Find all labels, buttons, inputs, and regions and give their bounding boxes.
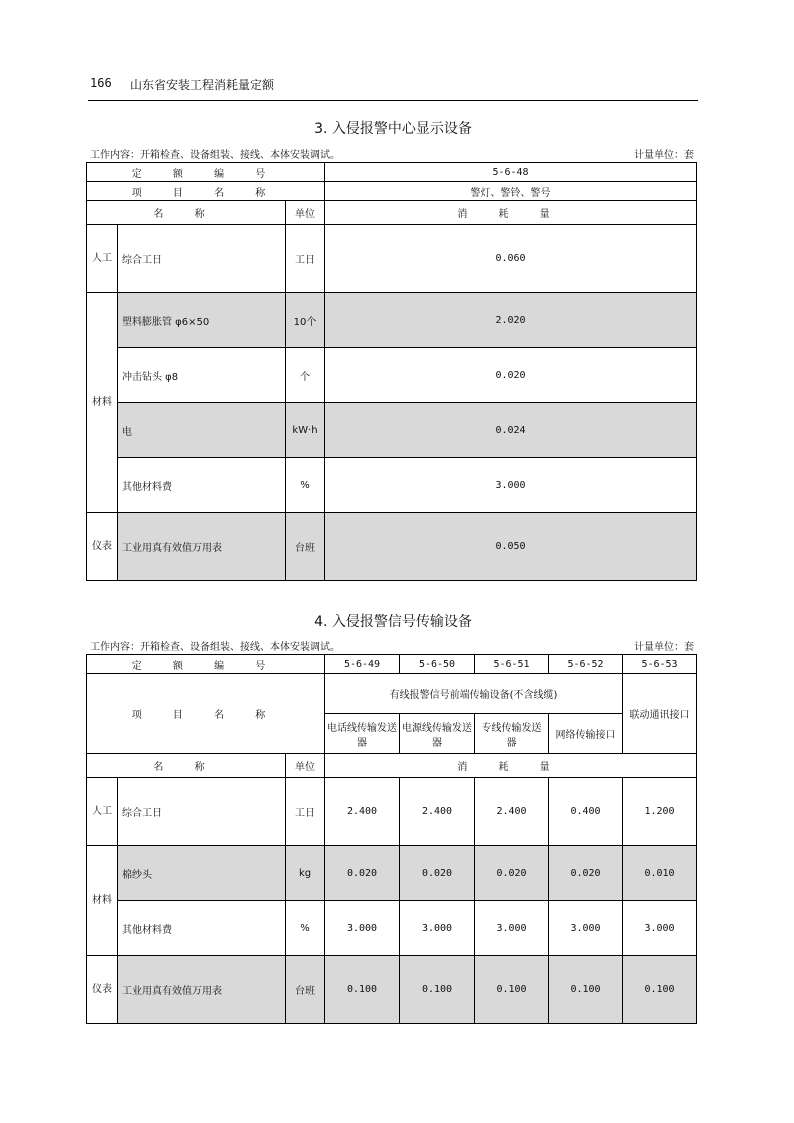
section3-title: 3. 入侵报警中心显示设备 xyxy=(314,121,472,137)
name-header: 名 称 xyxy=(87,754,286,778)
material-unit: 个 xyxy=(286,348,325,403)
group-header: 有线报警信号前端传输设备(不含线缆) xyxy=(325,674,623,714)
instrument-category: 仪表 xyxy=(87,956,118,1024)
section3-meta xyxy=(88,146,698,160)
unit-header: 单位 xyxy=(286,201,325,225)
material-value: 0.020 xyxy=(325,846,400,901)
material-category: 材料 xyxy=(87,846,118,956)
page-number: 166 xyxy=(90,76,112,90)
material-name: 塑料膨胀管 φ6×50 xyxy=(118,293,286,348)
labor-value: 1.200 xyxy=(623,778,697,846)
material-value: 0.020 xyxy=(475,846,549,901)
item-name: 电源线传输发送器 xyxy=(400,714,475,754)
material-value: 0.020 xyxy=(325,348,697,403)
instrument-unit: 台班 xyxy=(286,513,325,581)
material-name: 电 xyxy=(118,403,286,458)
labor-value: 0.400 xyxy=(549,778,623,846)
material-name: 其他材料费 xyxy=(118,901,286,956)
material-unit: % xyxy=(286,458,325,513)
quota-label: 定 额 编 号 xyxy=(87,163,325,182)
material-name: 其他材料费 xyxy=(118,458,286,513)
labor-name: 综合工日 xyxy=(118,778,286,846)
instrument-value: 0.100 xyxy=(623,956,697,1024)
instrument-value: 0.100 xyxy=(400,956,475,1024)
item-name: 专线传输发送器 xyxy=(475,714,549,754)
section4-title: 4. 入侵报警信号传输设备 xyxy=(314,614,472,630)
consumption-header: 消 耗 量 xyxy=(325,201,697,225)
instrument-unit: 台班 xyxy=(286,956,325,1024)
material-category: 材料 xyxy=(87,293,118,513)
labor-value: 0.060 xyxy=(325,225,697,293)
labor-value: 2.400 xyxy=(400,778,475,846)
material-value: 0.020 xyxy=(549,846,623,901)
material-value: 3.000 xyxy=(549,901,623,956)
material-name: 冲击钻头 φ8 xyxy=(118,348,286,403)
quota-code: 5-6-48 xyxy=(325,163,697,182)
book-title: 山东省安装工程消耗量定额 xyxy=(130,78,275,92)
section3-work-content: 工作内容：开箱检查、设备组装、接线、本体安装调试。 xyxy=(90,150,340,161)
instrument-value: 0.100 xyxy=(549,956,623,1024)
instrument-name: 工业用真有效值万用表 xyxy=(118,956,286,1024)
material-value: 0.020 xyxy=(400,846,475,901)
item-label: 项 目 名 称 xyxy=(87,674,325,754)
item-name: 网络传输接口 xyxy=(549,714,623,754)
name-header: 名 称 xyxy=(87,201,286,225)
material-value: 3.000 xyxy=(475,901,549,956)
labor-category: 人工 xyxy=(87,778,118,846)
instrument-category: 仪表 xyxy=(87,513,118,581)
quota-label: 定 额 编 号 xyxy=(87,655,325,674)
instrument-name: 工业用真有效值万用表 xyxy=(118,513,286,581)
labor-unit: 工日 xyxy=(286,225,325,293)
instrument-value: 0.100 xyxy=(475,956,549,1024)
item-name: 联动通讯接口 xyxy=(623,674,697,754)
quota-code: 5-6-50 xyxy=(400,655,475,674)
material-unit: 10个 xyxy=(286,293,325,348)
quota-code: 5-6-53 xyxy=(623,655,697,674)
page-header xyxy=(88,72,698,101)
section3-unit: 计量单位：套 xyxy=(634,150,694,161)
material-name: 棉纱头 xyxy=(118,846,286,901)
material-value: 3.000 xyxy=(623,901,697,956)
material-value: 3.000 xyxy=(400,901,475,956)
section4-work-content: 工作内容：开箱检查、设备组装、接线、本体安装调试。 xyxy=(90,642,340,653)
material-value: 0.010 xyxy=(623,846,697,901)
labor-unit: 工日 xyxy=(286,778,325,846)
material-value: 3.000 xyxy=(325,901,400,956)
material-unit: kg xyxy=(286,846,325,901)
labor-category: 人工 xyxy=(87,225,118,293)
material-unit: % xyxy=(286,901,325,956)
section4-table xyxy=(86,654,697,1024)
section4-meta xyxy=(88,638,698,652)
labor-value: 2.400 xyxy=(325,778,400,846)
section3-table xyxy=(86,162,697,581)
instrument-value: 0.100 xyxy=(325,956,400,1024)
unit-header: 单位 xyxy=(286,754,325,778)
labor-name: 综合工日 xyxy=(118,225,286,293)
material-value: 0.024 xyxy=(325,403,697,458)
quota-code: 5-6-51 xyxy=(475,655,549,674)
quota-code: 5-6-52 xyxy=(549,655,623,674)
consumption-header: 消 耗 量 xyxy=(325,754,697,778)
material-value: 2.020 xyxy=(325,293,697,348)
section4-unit: 计量单位：套 xyxy=(634,642,694,653)
quota-code: 5-6-49 xyxy=(325,655,400,674)
labor-value: 2.400 xyxy=(475,778,549,846)
item-label: 项 目 名 称 xyxy=(87,182,325,201)
item-name: 电话线传输发送器 xyxy=(325,714,400,754)
item-name: 警灯、警铃、警号 xyxy=(325,182,697,201)
instrument-value: 0.050 xyxy=(325,513,697,581)
material-unit: kW·h xyxy=(286,403,325,458)
material-value: 3.000 xyxy=(325,458,697,513)
